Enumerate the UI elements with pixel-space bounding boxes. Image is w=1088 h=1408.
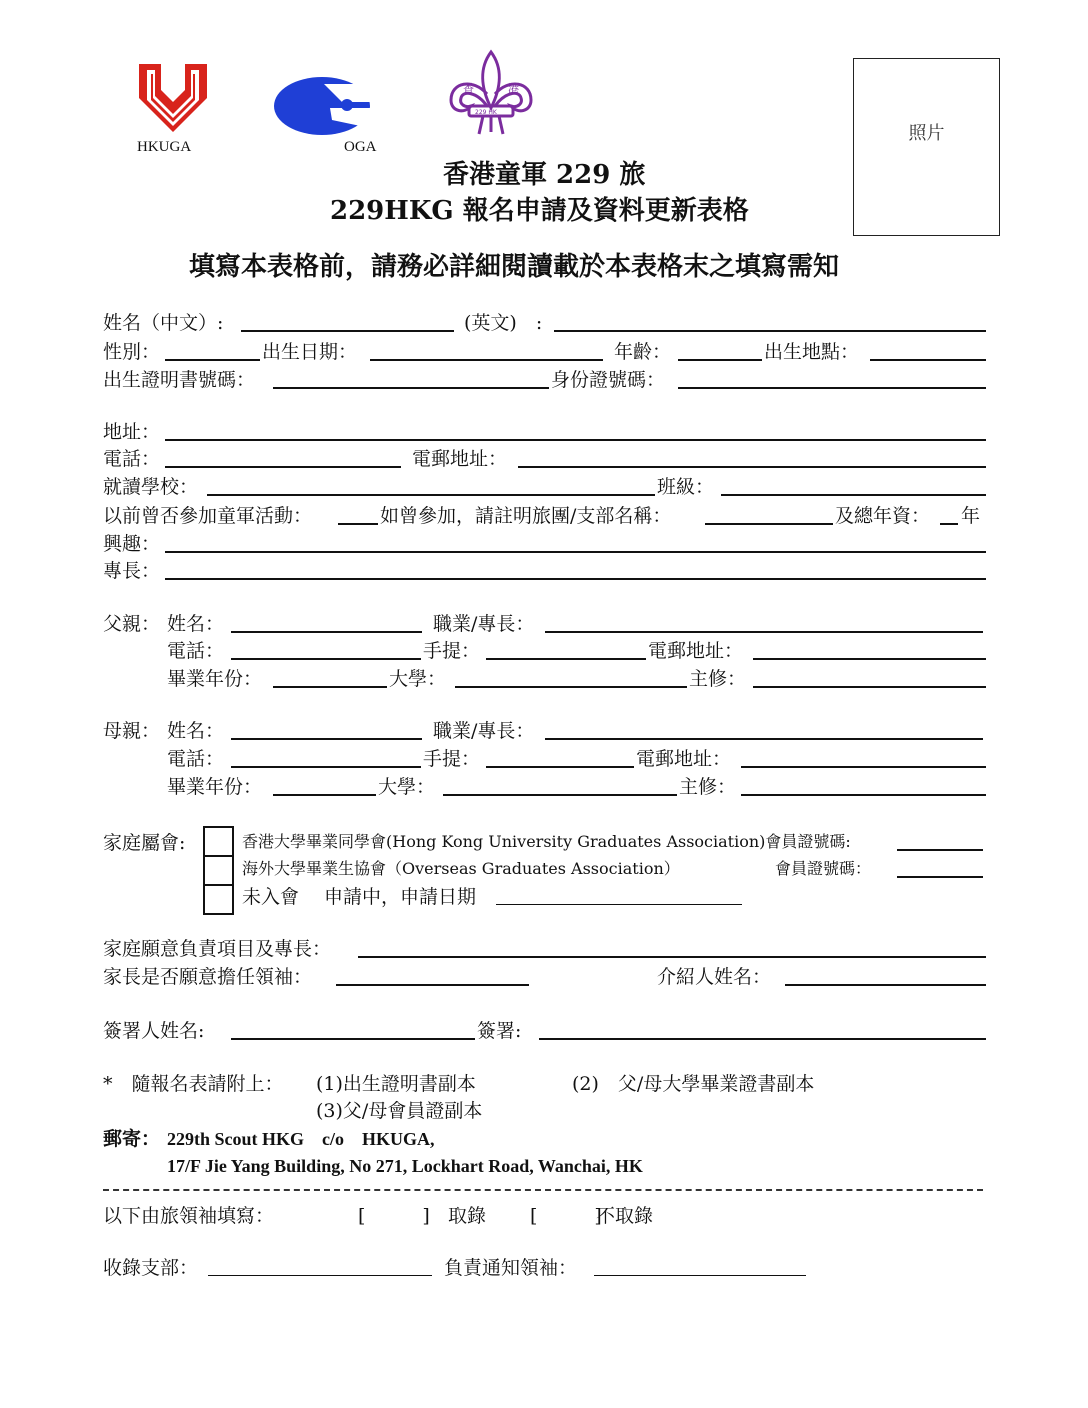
label-father-phone: 電話： (167, 640, 225, 662)
label-membership: 家庭屬會: (103, 832, 186, 854)
photo-label: 照片 (908, 123, 945, 144)
mail-label: 郵寄： (103, 1128, 161, 1150)
field-name-cn[interactable] (241, 330, 454, 332)
label-branch: 收錄支部： (103, 1257, 199, 1279)
label-father-mobile: 手提： (423, 640, 481, 662)
label-father-major: 主修： (689, 668, 747, 690)
label-mother-mobile: 手提： (423, 748, 481, 770)
label-father-grad-year: 畢業年份： (167, 668, 263, 690)
hkuga-logo (137, 62, 209, 140)
label-total-years: 及總年資： (835, 505, 931, 527)
field-father-major[interactable] (753, 686, 986, 688)
field-prev-scout[interactable] (338, 523, 378, 525)
label-dob: 出生日期： (262, 341, 358, 363)
checkbox-not-member[interactable] (203, 884, 234, 915)
field-mother-major[interactable] (741, 794, 986, 796)
attachment-item1: (1)出生證明書副本 (316, 1073, 476, 1095)
field-dob[interactable] (370, 359, 603, 361)
label-class: 班級： (657, 476, 715, 498)
attachment-item3: (3)父/母會員證副本 (316, 1100, 483, 1122)
label-mother-occupation: 職業/專長： (433, 720, 535, 742)
scout-left-char: 香 (463, 82, 474, 95)
label-school: 就讀學校： (103, 476, 199, 498)
field-signer-name[interactable] (231, 1038, 475, 1040)
scout-band-text: 229 HK (475, 109, 497, 116)
membership-option-hkuga: 香港大學畢業同學會(Hong Kong University Graduates Association)會員證號碼: (242, 832, 851, 851)
label-leader-fill: 以下由旅領袖填寫： (103, 1205, 275, 1227)
field-signature[interactable] (539, 1038, 986, 1040)
label-mother-name: 姓名： (167, 720, 225, 742)
label-birth-cert: 出生證明書號碼： (103, 369, 256, 391)
field-total-years[interactable] (940, 523, 958, 525)
field-name-en[interactable] (554, 330, 986, 332)
label-father-occupation: 職業/專長： (433, 613, 535, 635)
field-application-date[interactable] (496, 904, 742, 905)
membership-option-not-member: 未入會 申請中，申請日期 (242, 886, 477, 908)
field-school[interactable] (207, 494, 655, 496)
label-years-unit: 年 (961, 505, 981, 527)
label-signature: 簽署: (477, 1020, 522, 1042)
field-mother-phone[interactable] (231, 766, 421, 768)
label-father-email: 電郵地址： (648, 640, 744, 662)
scout-fleur-de-lis-logo (443, 48, 539, 138)
hkuga-caption: HKUGA (137, 139, 192, 155)
label-prev-scout: 以前曾否參加童軍活動： (103, 505, 313, 527)
field-class[interactable] (721, 494, 986, 496)
accept-bracket[interactable]: [ ] (358, 1205, 430, 1227)
label-mother-grad-year: 畢業年份： (167, 776, 263, 798)
scout-right-char: 港 (508, 82, 519, 95)
label-name-en: (英文) : (464, 312, 543, 334)
label-family-willing: 家庭願意負責項目及專長： (103, 938, 332, 960)
label-accept: 取錄 (448, 1205, 487, 1227)
field-email[interactable] (518, 466, 986, 468)
oga-logo (272, 76, 372, 136)
field-father-grad-year[interactable] (273, 686, 387, 688)
title-line1: 香港童軍 229 旅 (443, 160, 646, 190)
field-notify-leader[interactable] (594, 1275, 806, 1276)
reject-bracket[interactable]: [ ] (530, 1205, 602, 1227)
field-branch[interactable] (208, 1275, 432, 1276)
label-signer-name: 簽署人姓名: (103, 1020, 205, 1042)
label-father: 父親： (103, 613, 161, 635)
photo-box[interactable] (853, 58, 1000, 236)
field-hkuga-member-no[interactable] (897, 849, 983, 851)
cut-line-divider (103, 1189, 983, 1191)
field-age[interactable] (678, 359, 762, 361)
checkbox-hkuga[interactable] (203, 826, 234, 857)
field-father-mobile[interactable] (486, 658, 646, 660)
label-father-name: 姓名： (167, 613, 225, 635)
label-oga-member-no: 會員證號碼： (775, 859, 872, 878)
label-name-cn: 姓名（中文）: (103, 312, 224, 334)
field-gender[interactable] (165, 359, 260, 361)
field-address[interactable] (165, 439, 986, 441)
field-father-occupation[interactable] (545, 631, 983, 633)
field-mother-university[interactable] (443, 794, 677, 796)
field-id-no[interactable] (678, 387, 986, 389)
label-id-no: 身份證號碼： (551, 369, 666, 391)
label-phone: 電話： (103, 448, 161, 470)
field-mother-name[interactable] (231, 738, 422, 740)
field-prev-detail[interactable] (705, 523, 833, 525)
label-mother-phone: 電話： (167, 748, 225, 770)
label-mother: 母親： (103, 720, 161, 742)
field-father-university[interactable] (455, 686, 687, 688)
attachments-intro: * 隨報名表請附上： (103, 1073, 284, 1095)
label-age: 年齡： (614, 341, 672, 363)
label-mother-university: 大學： (378, 776, 436, 798)
field-family-willing[interactable] (358, 956, 986, 958)
mail-address-line2: 17/F Jie Yang Building, No 271, Lockhart Road, Wanchai, HK (167, 1156, 643, 1176)
field-phone[interactable] (165, 466, 401, 468)
field-specialty[interactable] (165, 578, 986, 580)
label-email: 電郵地址： (412, 448, 508, 470)
field-mother-grad-year[interactable] (273, 794, 376, 796)
field-parent-leader[interactable] (336, 984, 529, 986)
checkbox-oga[interactable] (203, 855, 234, 886)
label-specialty: 專長： (103, 560, 161, 582)
attachment-item2: (2) 父/母大學畢業證書副本 (572, 1073, 815, 1095)
field-father-email[interactable] (753, 658, 986, 660)
label-father-university: 大學： (389, 668, 447, 690)
label-birthplace: 出生地點： (764, 341, 860, 363)
label-referrer: 介紹人姓名： (657, 966, 772, 988)
field-birth-cert[interactable] (273, 387, 549, 389)
label-parent-leader: 家長是否願意擔任領袖： (103, 966, 313, 988)
label-mother-email: 電郵地址： (636, 748, 732, 770)
field-oga-member-no[interactable] (897, 876, 983, 878)
field-referrer[interactable] (785, 984, 986, 986)
field-mother-occupation[interactable] (545, 738, 983, 740)
label-mother-major: 主修： (679, 776, 737, 798)
field-mother-mobile[interactable] (486, 766, 634, 768)
label-notify-leader: 負責通知領袖： (444, 1257, 578, 1279)
title-instruction: 填寫本表格前，請務必詳細閱讀載於本表格末之填寫需知 (189, 252, 840, 282)
membership-option-oga: 海外大學畢業生協會（Overseas Graduates Association） (242, 859, 680, 878)
label-prev-detail: 如曾參加，請註明旅團/支部名稱： (380, 505, 672, 527)
oga-caption: OGA (344, 139, 377, 155)
field-hobbies[interactable] (165, 551, 986, 553)
label-address: 地址： (103, 421, 161, 443)
field-father-name[interactable] (231, 631, 422, 633)
field-birthplace[interactable] (870, 359, 986, 361)
label-gender: 性別： (103, 341, 161, 363)
title-line2: 229HKG 報名申請及資料更新表格 (330, 196, 749, 226)
label-hobbies: 興趣： (103, 533, 161, 555)
mail-address-line1: 229th Scout HKG c/o HKUGA, (167, 1129, 435, 1149)
label-reject: 不取錄 (596, 1205, 654, 1227)
field-mother-email[interactable] (741, 766, 986, 768)
field-father-phone[interactable] (231, 658, 421, 660)
